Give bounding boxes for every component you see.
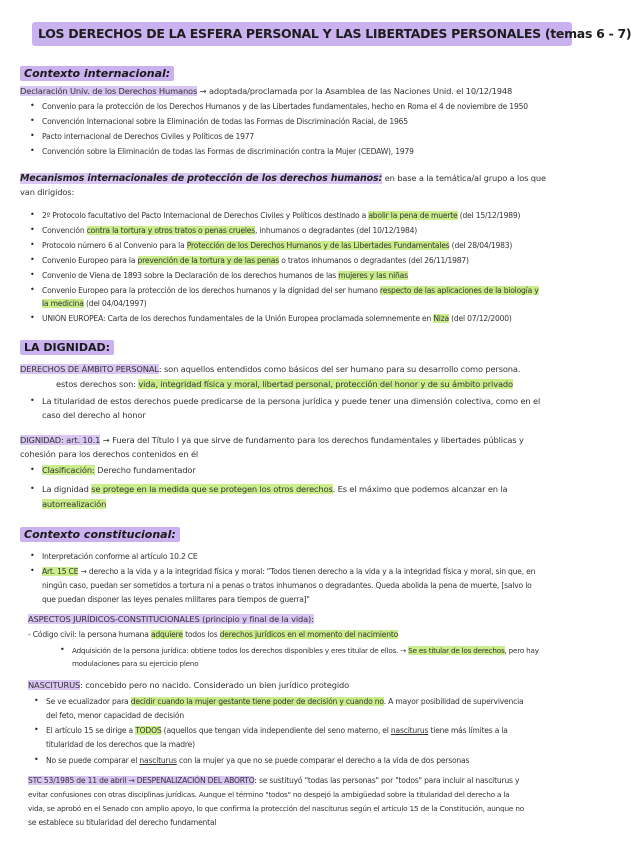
text: : concebido pero no nacido. Considerado un bien jurídico protegido <box>80 680 350 690</box>
list-item: Convención sobre la Eliminación de todas las Formas de discriminación contra la Mujer (CEDAW), 1979 <box>42 147 414 156</box>
text: (del 07/12/2000) <box>448 314 512 323</box>
list-item-cont: modulaciones para su ejercicio pleno <box>72 659 199 668</box>
mecanismos-tail: en base a la temática/al grupo a los que <box>382 173 546 183</box>
text: Convenio Europeo para la protección de los derechos humanos y la dignidad del ser humano <box>42 286 380 295</box>
mecanismos-tail-2: van dirigidos: <box>20 187 75 197</box>
mecanismos-heading-line <box>20 173 546 184</box>
list-item <box>42 240 512 251</box>
list-item: Pacto internacional de Derechos Civiles y Políticos de 1977 <box>42 132 255 141</box>
intro-declaracion <box>20 86 512 97</box>
estos-derechos <box>56 379 513 390</box>
highlight: derechos jurídicos en el momento del nacimiento <box>219 630 399 639</box>
list-item <box>42 225 417 236</box>
bullet <box>30 551 35 560</box>
text: todos los <box>182 630 220 639</box>
text: . Es el máximo que podemos alcanzar en la <box>332 484 508 494</box>
declaracion-text: → adoptada/proclamada por la Asamblea de las Naciones Unid. el 10/12/1948 <box>197 86 513 96</box>
highlight: Niza <box>433 314 449 323</box>
highlight: respecto de las aplicaciones de la biología y <box>379 286 539 295</box>
highlight: contra la tortura y otros tratos o penas crueles <box>86 226 255 235</box>
list-item <box>46 755 469 766</box>
text: : se sustituyó "todas las personas" por "todos" para incluir al nasciturus y <box>254 776 520 785</box>
list-item <box>72 645 539 656</box>
text: Se ve ecualizador para <box>46 697 131 706</box>
list-item-cont <box>42 298 146 309</box>
heading-contexto-constitucional: Contexto constitucional: <box>20 527 180 542</box>
text: estos derechos son: <box>56 379 139 389</box>
text: Protocolo número 6 al Convenio para la <box>42 241 187 250</box>
text: Convenio de Viena de 1893 sobre la Declaración de los derechos humanos de las <box>42 271 339 280</box>
highlight: DERECHOS DE ÁMBITO PERSONAL <box>20 364 159 374</box>
list-item-cont: titularidad de los derechos que la madre) <box>46 740 195 749</box>
underline: nasciturus <box>390 726 429 735</box>
nasciturus-def <box>28 680 349 691</box>
bullet <box>30 116 35 125</box>
list-item <box>42 270 408 281</box>
underline: nasciturus <box>139 756 177 765</box>
list-item-cont <box>42 499 106 510</box>
list-item <box>46 725 508 736</box>
text: UNIÓN EUROPEA: Carta de los derechos fundamentales de la Unión Europea proclamada solemnemente en <box>42 314 434 323</box>
bullet <box>60 645 65 654</box>
stc-line-4: se establece su titularidad del derecho fundamental <box>28 818 217 827</box>
text: o tratos inhumanos o degradantes (del 26/11/1987) <box>278 256 469 265</box>
page-title: LOS DERECHOS DE LA ESFERA PERSONAL Y LAS LIBERTADES PERSONALES (temas 6 - 7) <box>32 22 572 46</box>
bullet <box>30 101 35 110</box>
highlight: Clasificación: <box>42 465 95 475</box>
highlight: decidir cuando la mujer gestante tiene poder de decisión y cuando no <box>130 697 384 706</box>
heading-la-dignidad: LA DIGNIDAD: <box>20 340 114 355</box>
bullet <box>34 725 39 734</box>
list-item <box>42 566 535 577</box>
stc-line-3: vida, se aprobó en el Senado con amplio apoyo, lo que confirma la protección del nasciturus según el artículo 15 de la Constitución, aunque no <box>28 804 525 813</box>
highlight: NASCITURUS <box>28 680 81 690</box>
text: El artículo 15 se dirige a <box>46 726 136 735</box>
bullet <box>34 755 39 764</box>
highlight: la medicina <box>42 299 84 308</box>
dignidad-art <box>20 435 524 446</box>
text: Código civil: la persona humana <box>32 630 151 639</box>
highlight: se protege en la medida que se protegen los otros derechos <box>91 484 333 494</box>
bullet <box>30 225 35 234</box>
stc-line <box>28 775 519 786</box>
text: . A mayor posibilidad de supervivencia <box>383 697 524 706</box>
list-item: Convención Internacional sobre la Eliminación de todas las Formas de Discriminación Racial, de 1965 <box>42 117 408 126</box>
highlight: prevención de la tortura y de las penas <box>137 256 279 265</box>
text: (aquellos que tengan vida independiente del seno materno, el <box>161 726 391 735</box>
text: (del 04/04/1997) <box>83 299 147 308</box>
highlight: Protección de los Derechos Humanos y de las Libertades Fundamentales <box>186 241 450 250</box>
declaracion-highlight: Declaración Univ. de los Derechos Humanos <box>20 86 198 96</box>
text: (del 28/04/1983) <box>449 241 513 250</box>
highlight: TODOS <box>135 726 162 735</box>
highlight: adquiere <box>150 630 183 639</box>
list-item <box>42 255 469 266</box>
list-item: Interpretación conforme al artículo 10.2 CE <box>42 552 198 561</box>
list-item <box>42 484 508 495</box>
text: Adquisición de la persona jurídica: obtiene todos los derechos disponibles y eres titular de ellos. → <box>72 646 409 655</box>
dignidad-art-cont: cohesión para los derechos contenidos en él <box>20 449 199 459</box>
highlight: vida, integridad física y moral, libertad personal, protección del honor y de su ámbito privado <box>138 379 513 389</box>
text: con la mujer ya que no se puede comparar el derecho a la vida de dos personas <box>176 756 470 765</box>
text: : son aquellos entendidos como básicos del ser humano para su desarrollo como persona. <box>158 364 521 374</box>
highlight: autorrealización <box>42 499 107 509</box>
text: La dignidad <box>42 484 92 494</box>
list-item <box>42 313 512 324</box>
heading-contexto-internacional: Contexto internacional: <box>20 66 174 81</box>
bullet <box>34 696 39 705</box>
text: Convención <box>42 226 87 235</box>
list-item <box>42 285 539 296</box>
bullet <box>30 255 35 264</box>
list-item <box>42 465 196 476</box>
bullet <box>30 240 35 249</box>
text: tiene más límites a la <box>428 726 508 735</box>
bullet <box>30 566 35 575</box>
aspectos-heading <box>28 614 314 625</box>
text: → derecho a la vida y a la integridad física y moral: "Todos tienen derecho a la vida y a la integridad física y moral, sin que, en <box>78 567 536 576</box>
list-item <box>46 696 523 707</box>
list-item-cont: caso del derecho al honor <box>42 410 146 420</box>
bullet <box>30 313 35 322</box>
bullet <box>30 396 35 405</box>
bullet <box>30 131 35 140</box>
text: 2º Protocolo facultativo del Pacto Internacional de Derechos Civiles y Políticos destinado a <box>42 211 369 220</box>
codigo-civil: - Código civil: la persona humana adquiere todos los derechos jurídicos en el momento del nacimiento <box>28 630 399 639</box>
bullet <box>30 146 35 155</box>
text: , inhumanos o degradantes (del 10/12/1984) <box>254 226 417 235</box>
list-item-cont: que puedan disponer las leyes penales militares para tiempos de guerra]" <box>42 595 310 604</box>
text: Derecho fundamentador <box>94 465 196 475</box>
derechos-ambito-personal <box>20 364 520 375</box>
highlight: Se es titular de los derechos <box>408 646 505 655</box>
highlight: mujeres y las niñas <box>338 271 408 280</box>
heading-mecanismos: Mecanismos internacionales de protección de los derechos humanos: <box>20 173 383 184</box>
bullet <box>30 285 35 294</box>
highlight: DIGNIDAD: art. 10.1 <box>20 435 101 445</box>
highlight: ASPECTOS JURÍDICOS-CONSTITUCIONALES (principio y final de la vida): <box>28 614 314 624</box>
list-item: Convenio para la protección de los Derechos Humanos y de las Libertades fundamentales, hecho en Roma el 4 de noviembre de 1950 <box>42 102 528 111</box>
text: Convenio Europeo para la <box>42 256 138 265</box>
text: No se puede comparar el <box>46 756 140 765</box>
highlight: Art. 15 CE <box>42 567 79 576</box>
bullet <box>30 465 35 474</box>
stc-line-2: evitar confusiones con otras disciplinas jurídicas. Aunque el término "todos" no despejó la ambigüedad sobre la titularidad del derecho a la <box>28 790 510 799</box>
bullet <box>30 484 35 493</box>
text: → Fuera del Título I ya que sirve de fundamento para los derechos fundamentales y libertades públicas y <box>100 435 524 445</box>
list-item: La titularidad de estos derechos puede predicarse de la persona jurídica y puede tener una dimensión colectiva, como en el <box>42 396 541 406</box>
list-item-cont: ningún caso, puedan ser sometidos a tortura ni a penas o tratos inhumanos o degradantes. Queda abolida la pena de muerte, [salvo lo <box>42 581 532 590</box>
text: , pero hay <box>504 646 539 655</box>
bullet <box>30 210 35 219</box>
list-item <box>42 210 520 221</box>
list-item-cont: del feto, menor capacidad de decisión <box>46 711 184 720</box>
bullet <box>30 270 35 279</box>
text: (del 15/12/1989) <box>457 211 521 220</box>
highlight: abolir la pena de muerte <box>368 211 458 220</box>
highlight: STC 53/1985 de 11 de abril → DESPENALIZACIÓN DEL ABORTO <box>28 776 255 785</box>
